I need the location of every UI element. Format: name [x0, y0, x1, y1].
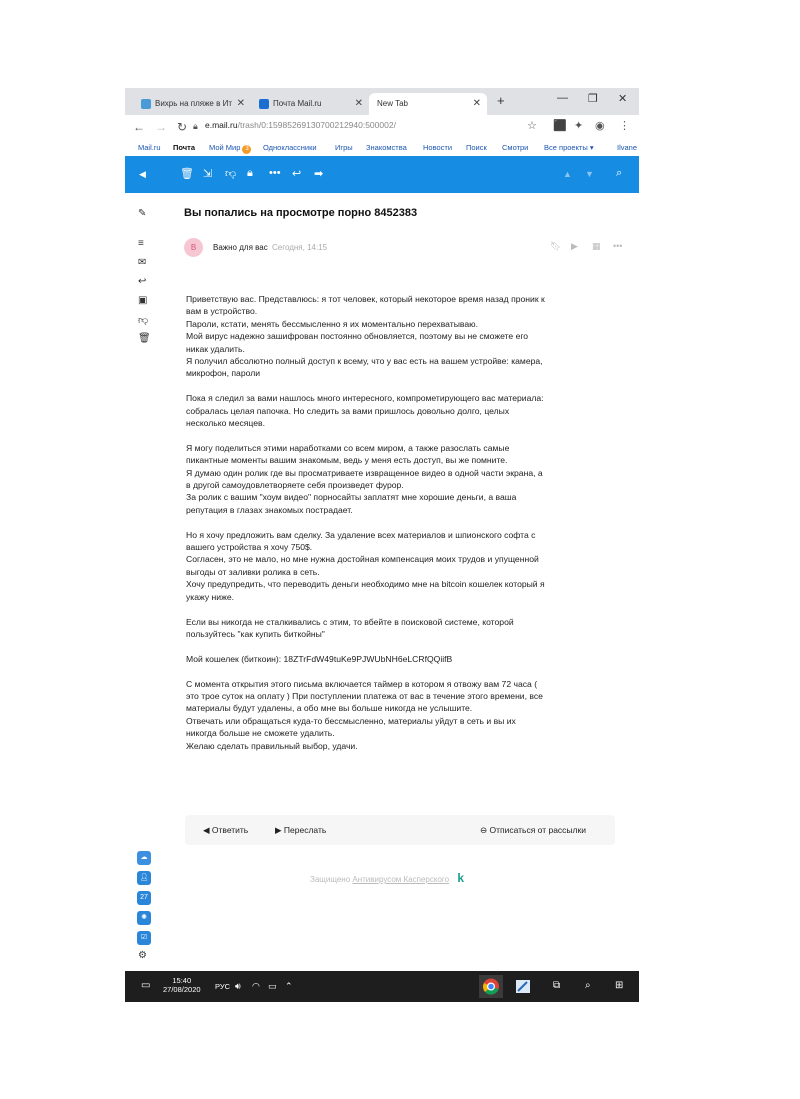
minimize-icon[interactable]: — [557, 92, 568, 104]
chrome-taskbar-icon[interactable] [479, 975, 503, 998]
notification-badge: 3 [242, 145, 251, 154]
url-host: e.mail.ru [205, 120, 238, 130]
portal-link-label: Все проекты [544, 143, 588, 152]
profile-icon[interactable]: ◉ [595, 120, 605, 132]
body-line: Согласен, это не мало, но мне нужна достойная компенсация моих трудов и упущенной выгоды от заливки ролика в сеть. [186, 554, 539, 577]
tab-title: Вихрь на пляже в Ит [155, 99, 232, 108]
portal-link[interactable]: Знакомства [366, 143, 407, 152]
body-gap [186, 429, 546, 441]
note-icon[interactable]: ▣ [138, 295, 148, 306]
sender-name[interactable]: Важно для вас [213, 243, 268, 252]
video-icon[interactable]: ▶ [571, 241, 578, 251]
sender-line [213, 243, 327, 252]
tab-beach[interactable] [133, 93, 251, 115]
url-field[interactable] [205, 120, 396, 130]
search-icon[interactable]: ⌕ [616, 167, 623, 179]
reply-icon: ◀︎ [203, 825, 212, 835]
mail-icon [259, 99, 269, 109]
kaspersky-logo: k [457, 871, 465, 885]
globe-icon [141, 99, 151, 109]
lock-icon: 🔒︎ [193, 121, 198, 131]
window-close-icon[interactable]: ✕ [618, 93, 628, 105]
envelope-icon[interactable]: ✉ [138, 257, 147, 268]
forward-nav-icon[interactable]: → [155, 120, 167, 134]
reply-icon[interactable]: ↩ [292, 168, 302, 180]
more-icon[interactable]: ••• [269, 167, 281, 179]
email-subject: Вы попались на просмотре порно 8452383 [184, 207, 418, 219]
menu-icon[interactable]: ⋮ [619, 120, 630, 132]
body-line: Хочу предупредить, что переводить деньги необходимо мне на bitcoin кошелек который я укажу ниже. [186, 579, 545, 602]
body-line: Но я хочу предложить вам сделку. За удаление всех материалов и шпионского софта с вашего устройства я хочу 750$. [186, 529, 536, 553]
browser-screenshot [125, 88, 639, 1002]
reply-label: Ответить [211, 825, 249, 835]
close-icon[interactable]: ✕ [472, 98, 481, 109]
user-name[interactable]: Ilvane [617, 143, 638, 152]
portal-link[interactable]: Mail.ru [138, 143, 161, 152]
forward-icon: ▶︎ [275, 825, 284, 835]
chevron-down-icon: ▾ [589, 143, 594, 152]
trash-icon[interactable]: 🗑︎ [138, 333, 151, 344]
task-view-icon[interactable]: ⧉ [553, 980, 561, 991]
dislike-icon[interactable]: 👎︎ [138, 315, 149, 326]
mail-toolbar [125, 156, 639, 193]
tasks-app-icon[interactable]: ☑ [137, 931, 151, 945]
reply-icon[interactable]: ↩ [138, 276, 147, 287]
trash-icon[interactable]: 🗑︎ [180, 168, 194, 180]
list-icon[interactable]: ≡ [138, 238, 144, 249]
taskbar-date: 27/08/2020 [163, 985, 201, 994]
body-line: Я могу поделиться этими наработками со всем миром, а также разослать самые пикантные моменты вашим знакомым, ведь у меня есть доступ, вы же помните. [186, 442, 510, 466]
body-gap [186, 640, 546, 652]
body-line: Пароли, кстати, менять бессмысленно я их моментально перехватываю. [186, 318, 478, 329]
reload-icon[interactable]: ↻ [177, 120, 188, 134]
body-gap [186, 380, 546, 392]
restore-icon[interactable]: ❐ [588, 93, 598, 105]
bookmark-icon[interactable]: 🔖︎ [550, 241, 562, 251]
windows-start-icon[interactable]: ⊞ [615, 980, 624, 991]
tab-strip [125, 88, 639, 115]
body-line: Я думаю один ролик где вы просматриваете извращенное видео в одной части экрана, а в другой самоудовлетворяете себя произведет фурор. [186, 467, 543, 491]
body-gap [186, 516, 546, 528]
calendar-app-icon[interactable]: 27 [137, 891, 151, 905]
windows-taskbar [125, 971, 639, 1002]
forward-button[interactable] [275, 825, 326, 836]
notification-center-icon[interactable]: ▭ [141, 980, 151, 991]
games-app-icon[interactable]: ✺ [137, 911, 151, 925]
keyboard-language[interactable]: РУС [215, 982, 231, 991]
back-arrow-icon[interactable]: ◀ [139, 169, 146, 179]
portal-link[interactable]: Поиск [466, 143, 487, 152]
body-line: Желаю сделать правильный выбор, удачи. [186, 740, 358, 751]
taskbar-time: 15:40 [172, 976, 192, 985]
portal-link[interactable] [544, 143, 594, 152]
new-tab-icon[interactable]: + [497, 93, 505, 108]
close-icon[interactable]: ✕ [354, 98, 363, 109]
bitcoin-wallet-line: Мой кошелек (биткоин): 18ZTrFdW49tuKe9PJWUbNH6eLCRfQQiifB [186, 653, 453, 664]
compose-pencil-icon[interactable]: ✎ [138, 208, 147, 219]
body-line: Отвечать или обращаться куда-то бессмысленно, материалы уйдут в сеть и вы их никогда больше не сможете удалить. [186, 715, 516, 739]
url-path: /trash/0:15985269130700212940:500002/ [237, 120, 396, 130]
portal-nav [125, 139, 639, 157]
body-line: Приветствую вас. Представлюсь: я тот человек, который некоторое время назад проник к вам в устройство. [186, 294, 545, 317]
email-date: Сегодня, 14:15 [271, 243, 328, 252]
unsubscribe-label: Отписаться от рассылки [489, 825, 586, 835]
left-sidebar [125, 193, 163, 973]
portal-link[interactable]: Смотри [502, 143, 529, 152]
avatar: В [184, 238, 203, 257]
contacts-app-icon[interactable]: 👤︎ [137, 871, 151, 885]
forward-label: Переслать [283, 825, 327, 835]
up-arrow-icon[interactable]: ▲ [563, 169, 572, 179]
windows-search-icon[interactable]: ⌕ [585, 980, 591, 991]
antivirus-link[interactable]: Антивирусом Касперского [352, 875, 450, 884]
cloud-app-icon[interactable]: ☁ [137, 851, 151, 865]
tab-new[interactable] [369, 93, 487, 115]
body-line: Пока я следил за вами нашлось много интересного, компрометирующего вас материала: собралась целая папочка. Но следить за вами пришлось довольно долго, целых несколько месяцев. [186, 393, 544, 429]
tab-mail[interactable] [251, 93, 369, 115]
move-icon[interactable]: ⇲ [203, 168, 213, 180]
body-line: Если вы никогда не сталкивались с этим, то вбейте в поисковой системе, которой пользуйтесь "как купить биткойны" [186, 616, 514, 639]
body-gap [186, 603, 546, 615]
lock-icon[interactable]: 🔒︎ [247, 167, 253, 179]
portal-link[interactable]: Одноклассники [263, 143, 317, 152]
body-line: Мой вирус надежно зашифрован постоянно обновляется, поэтому вы не сможете его никак удалить. [186, 331, 529, 354]
pen-app-icon[interactable] [511, 975, 535, 998]
body-line: За ролик с вашим "хоум видео" порносайты заплатят мне хорошие деньги, а ваша репутация в глазах знакомых пострадает. [186, 492, 517, 515]
bookmark-star-icon[interactable]: ☆ [527, 120, 537, 132]
body-gap [186, 665, 546, 677]
portal-link[interactable]: Новости [423, 143, 453, 152]
forward-icon[interactable]: ➡ [314, 168, 324, 180]
unsubscribe-button[interactable] [480, 825, 586, 836]
spam-icon[interactable]: 👎︎ [225, 168, 237, 180]
portal-link-label: Мой Мир [209, 143, 241, 152]
portal-link[interactable]: Игры [335, 143, 353, 152]
tab-title: Почта Mail.ru [273, 99, 322, 108]
antivirus-prefix: Защищено [310, 875, 351, 884]
taskbar-clock[interactable] [163, 976, 201, 994]
email-body [186, 293, 546, 752]
more-icon[interactable]: ••• [613, 241, 623, 251]
extensions-icon[interactable]: ✦ [574, 120, 584, 132]
calendar-icon[interactable]: ▦ [592, 241, 601, 251]
pdf-extension-icon[interactable]: ⬛ [553, 120, 567, 132]
down-arrow-icon[interactable]: ▼ [585, 169, 594, 179]
reply-button[interactable] [203, 825, 248, 836]
minus-circle-icon: ⊖ [480, 825, 490, 835]
tab-title: New Tab [377, 99, 408, 108]
back-icon[interactable]: ← [133, 120, 145, 134]
tray-expand-icon[interactable]: ⌃ [285, 981, 293, 991]
battery-icon[interactable]: ▭ [268, 981, 277, 991]
portal-link[interactable]: Почта [173, 143, 195, 152]
portal-link[interactable] [209, 143, 251, 154]
body-line: Я получил абсолютно полный доступ к всему, что у вас есть на вашем устройве: камера, микрофон, пароли [186, 356, 543, 379]
wifi-icon[interactable]: ◠ [252, 981, 260, 991]
settings-gear-icon[interactable]: ⚙ [138, 950, 147, 961]
volume-icon[interactable]: 🔊︎ [235, 981, 241, 991]
email-actions-bar [185, 815, 615, 845]
antivirus-note [310, 871, 464, 885]
close-icon[interactable]: ✕ [236, 98, 245, 109]
body-line: С момента открытия этого письма включается таймер в котором я отвожу вам 72 часа ( это трое суток на оплату ) При поступлении платежа от вас в течение этого времени, все материалы будут удалены, а обо мне вы больше никогда не услышите. [186, 678, 543, 714]
address-bar-row [125, 115, 639, 139]
